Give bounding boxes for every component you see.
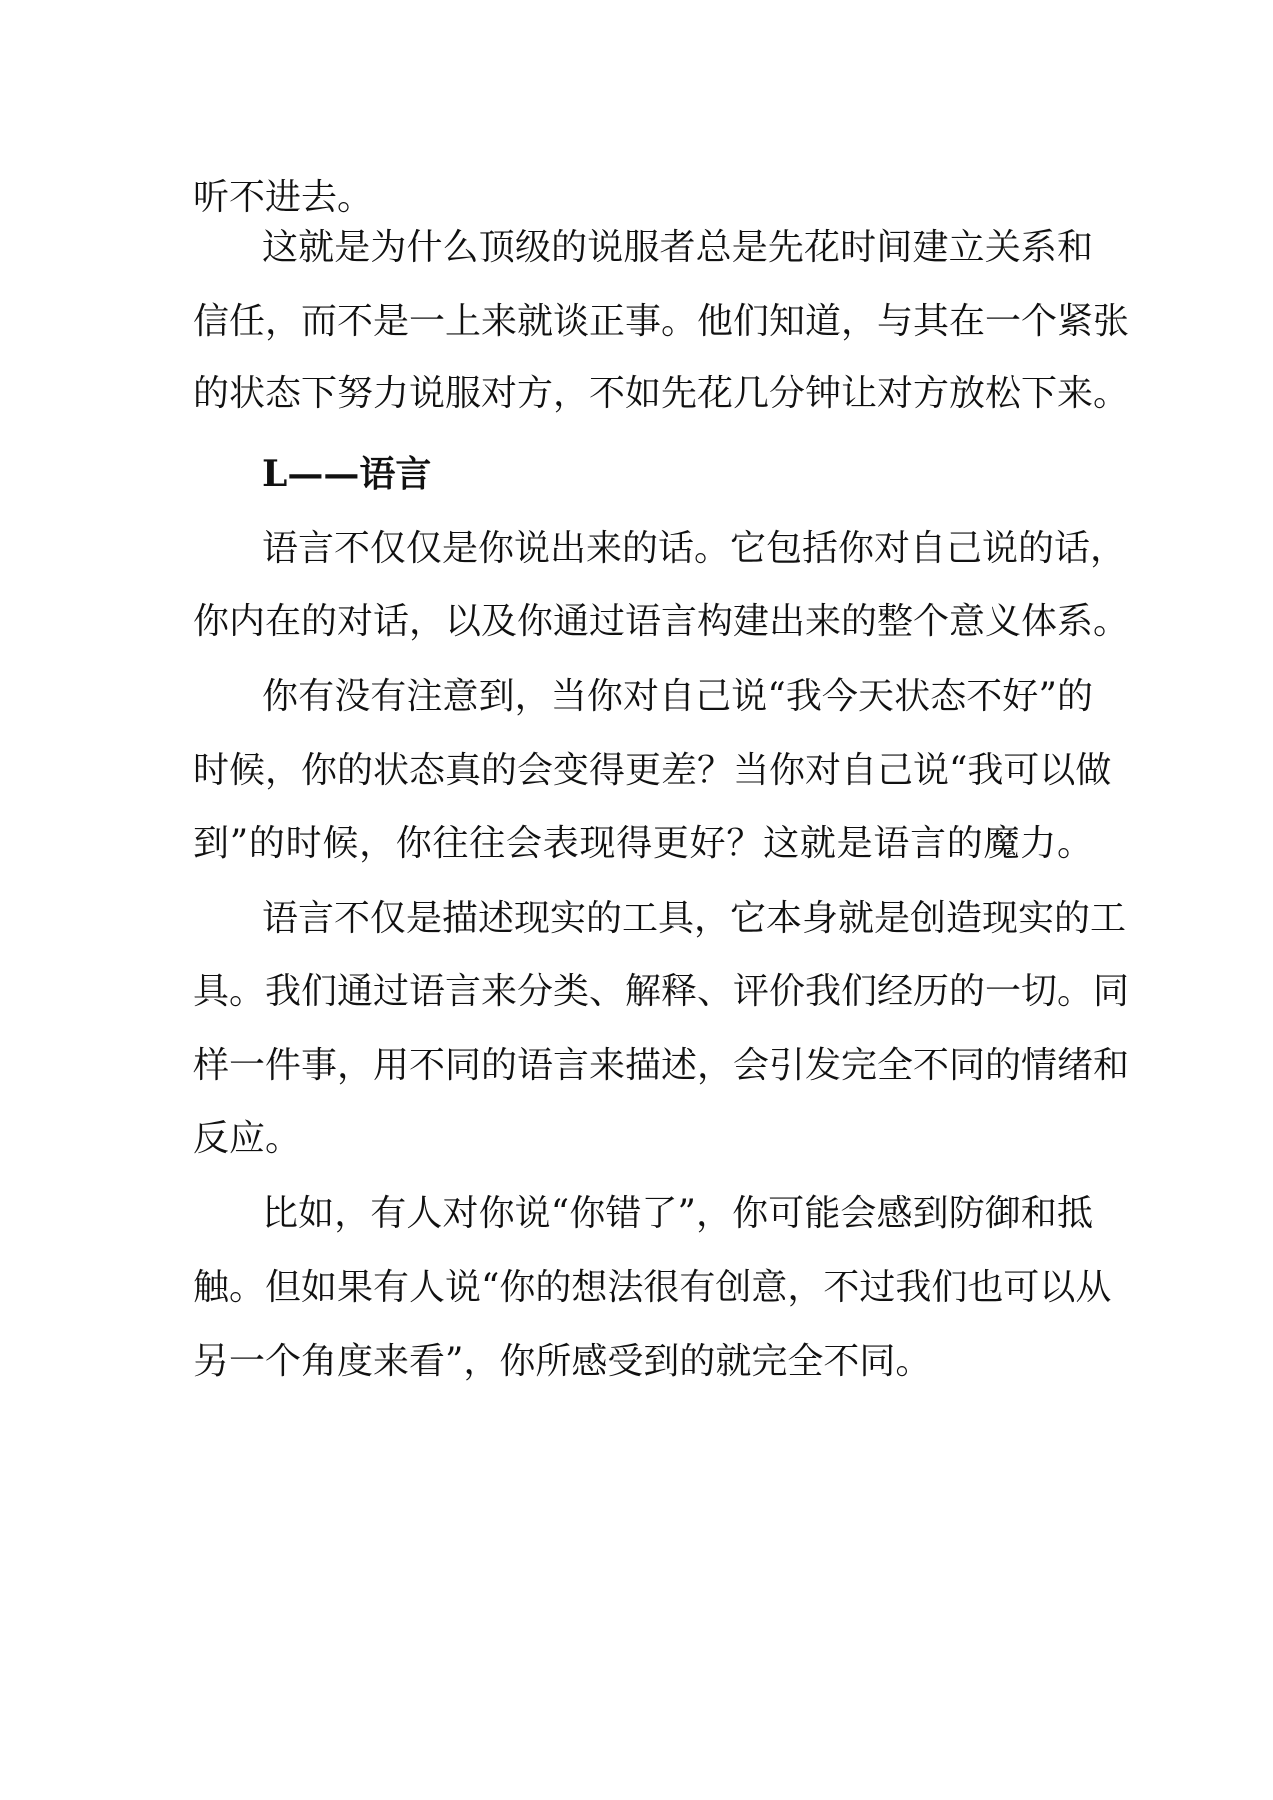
paragraph-line: 这就是为什么顶级的说服者总是先花时间建立关系和: [262, 227, 1093, 268]
paragraph-line: 你内在的对话，以及你通过语言构建出来的整个意义体系。: [193, 601, 1130, 642]
section-heading: L——语言: [262, 453, 432, 495]
paragraph-line: 样一件事，用不同的语言来描述，会引发完全不同的情绪和: [193, 1045, 1130, 1086]
paragraph-line: 反应。: [193, 1118, 302, 1159]
paragraph-line: 的状态下努力说服对方，不如先花几分钟让对方放松下来。: [193, 373, 1130, 414]
paragraph-line: 语言不仅是描述现实的工具，它本身就是创造现实的工: [262, 898, 1127, 939]
paragraph-line: 比如，有人对你说“你错了”，你可能会感到防御和抵: [262, 1193, 1093, 1234]
paragraph-line: 你有没有注意到，当你对自己说“我今天状态不好”的: [262, 676, 1093, 717]
paragraph-line: 另一个角度来看”，你所感受到的就完全不同。: [193, 1341, 932, 1382]
paragraph-line: 语言不仅仅是你说出来的话。它包括你对自己说的话，: [262, 528, 1127, 569]
paragraph-line: 到”的时候，你往往会表现得更好？这就是语言的魔力。: [193, 823, 1093, 864]
paragraph-line: 具。我们通过语言来分类、解释、评价我们经历的一切。同: [193, 971, 1130, 1012]
paragraph-line: 触。但如果有人说“你的想法很有创意，不过我们也可以从: [193, 1267, 1112, 1308]
paragraph-line: 听不进去。: [193, 177, 374, 218]
paragraph-line: 时候，你的状态真的会变得更差？当你对自己说“我可以做: [193, 750, 1112, 791]
paragraph-line: 信任，而不是一上来就谈正事。他们知道，与其在一个紧张: [193, 301, 1130, 342]
